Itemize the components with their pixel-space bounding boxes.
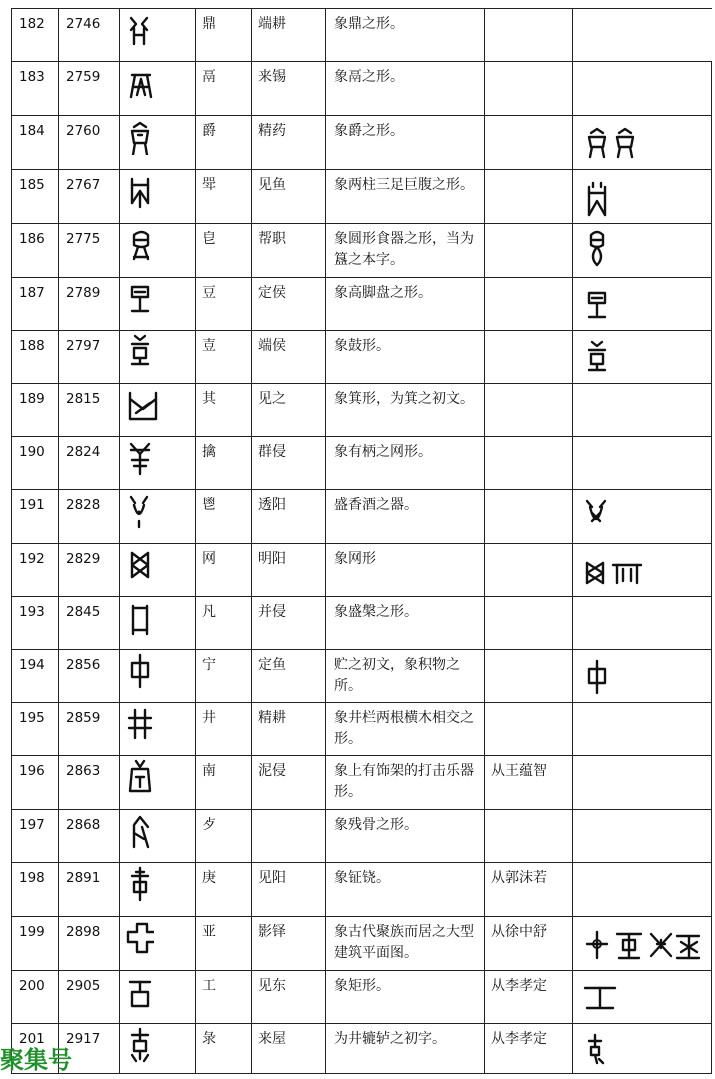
variant-glyph-icon <box>583 229 613 271</box>
character-table <box>11 8 712 1074</box>
explanation-text: 象井栏两根横木相交之形。 <box>326 703 485 756</box>
phonetic-category: 明阳 <box>252 544 326 597</box>
variant-glyphs-cell <box>573 544 712 597</box>
source-attribution <box>485 490 573 544</box>
table-row <box>12 863 712 917</box>
explanation-text: 象有柄之网形。 <box>326 437 485 490</box>
source-attribution <box>485 810 573 863</box>
modern-character: 擒 <box>196 437 252 490</box>
explanation-text: 象鼓形。 <box>326 331 485 384</box>
oracle-glyph-cell <box>120 116 196 170</box>
oracle-glyph-cell <box>120 971 196 1024</box>
oracle-glyph-icon <box>126 281 154 317</box>
explanation-text: 象古代聚族而居之大型建筑平面图。 <box>326 917 485 971</box>
source-attribution: 从王蕴智 <box>485 756 573 810</box>
variant-glyph-icon <box>583 287 613 323</box>
explanation-text: 象高脚盘之形。 <box>326 278 485 331</box>
row-number: 200 <box>12 971 59 1024</box>
row-number: 192 <box>12 544 59 597</box>
oracle-glyph-cell <box>120 62 196 116</box>
char-code: 2759 <box>59 62 120 116</box>
oracle-glyph-cell <box>120 810 196 863</box>
modern-character: 豆 <box>196 278 252 331</box>
phonetic-category: 见鱼 <box>252 170 326 224</box>
oracle-glyph-cell <box>120 863 196 917</box>
source-attribution <box>485 278 573 331</box>
modern-character: 斝 <box>196 170 252 224</box>
explanation-text: 象盛槃之形。 <box>326 597 485 650</box>
variant-glyphs-cell <box>573 597 712 650</box>
modern-character: 宁 <box>196 650 252 703</box>
source-attribution <box>485 650 573 703</box>
modern-character: 鬯 <box>196 490 252 544</box>
source-attribution <box>485 9 573 62</box>
table-row <box>12 278 712 331</box>
char-code: 2775 <box>59 224 120 278</box>
phonetic-category: 影铎 <box>252 917 326 971</box>
oracle-glyph-icon <box>126 866 154 902</box>
oracle-glyph-icon <box>126 227 154 263</box>
table-row <box>12 9 712 62</box>
explanation-text: 盛香酒之器。 <box>326 490 485 544</box>
char-code: 2917 <box>59 1024 120 1074</box>
oracle-glyph-icon <box>126 12 154 48</box>
oracle-glyph-icon <box>126 974 154 1010</box>
phonetic-category: 来屋 <box>252 1024 326 1074</box>
table-row <box>12 544 712 597</box>
phonetic-category: 见阳 <box>252 863 326 917</box>
variant-glyphs-cell <box>573 490 712 544</box>
variant-glyph-icon <box>583 555 647 589</box>
oracle-glyph-cell <box>120 224 196 278</box>
char-code: 2891 <box>59 863 120 917</box>
oracle-glyph-cell <box>120 490 196 544</box>
row-number: 188 <box>12 331 59 384</box>
source-attribution <box>485 544 573 597</box>
variant-glyphs-cell <box>573 1024 712 1074</box>
explanation-text: 象圆形食器之形，当为簋之本字。 <box>326 224 485 278</box>
phonetic-category: 泥侵 <box>252 756 326 810</box>
char-code: 2863 <box>59 756 120 810</box>
source-attribution: 从徐中舒 <box>485 917 573 971</box>
variant-glyphs-cell <box>573 278 712 331</box>
phonetic-category: 定侯 <box>252 278 326 331</box>
variant-glyphs-cell <box>573 863 712 917</box>
variant-glyphs-cell <box>573 384 712 437</box>
variant-glyph-icon <box>583 928 705 964</box>
row-number: 191 <box>12 490 59 544</box>
phonetic-category: 来锡 <box>252 62 326 116</box>
variant-glyph-icon <box>583 980 619 1014</box>
oracle-glyph-icon <box>126 547 154 583</box>
char-code: 2856 <box>59 650 120 703</box>
row-number: 184 <box>12 116 59 170</box>
table-row <box>12 384 712 437</box>
row-number: 185 <box>12 170 59 224</box>
variant-glyphs-cell <box>573 756 712 810</box>
variant-glyphs-cell <box>573 437 712 490</box>
variant-glyphs-cell <box>573 917 712 971</box>
table-row <box>12 810 712 863</box>
source-attribution <box>485 703 573 756</box>
phonetic-category: 并侵 <box>252 597 326 650</box>
table-row <box>12 62 712 116</box>
char-code: 2905 <box>59 971 120 1024</box>
oracle-glyph-icon <box>126 813 154 849</box>
source-attribution <box>485 597 573 650</box>
modern-character: 网 <box>196 544 252 597</box>
modern-character: 亚 <box>196 917 252 971</box>
row-number: 183 <box>12 62 59 116</box>
row-number: 197 <box>12 810 59 863</box>
char-code: 2829 <box>59 544 120 597</box>
row-number: 193 <box>12 597 59 650</box>
oracle-glyph-cell <box>120 703 196 756</box>
row-number: 194 <box>12 650 59 703</box>
modern-character: 歺 <box>196 810 252 863</box>
char-code: 2789 <box>59 278 120 331</box>
table-row <box>12 971 712 1024</box>
explanation-text: 贮之初文，象积物之所。 <box>326 650 485 703</box>
table-row <box>12 756 712 810</box>
variant-glyph-icon <box>583 659 613 695</box>
table-row <box>12 116 712 170</box>
oracle-glyph-icon <box>126 493 154 529</box>
variant-glyph-icon <box>583 497 611 535</box>
variant-glyphs-cell <box>573 9 712 62</box>
source-attribution <box>485 62 573 116</box>
oracle-glyph-cell <box>120 437 196 490</box>
oracle-glyph-icon <box>126 440 154 476</box>
oracle-glyph-icon <box>126 706 154 742</box>
modern-character: 庚 <box>196 863 252 917</box>
modern-character: 皀 <box>196 224 252 278</box>
phonetic-category: 透阳 <box>252 490 326 544</box>
row-number: 201 <box>12 1024 59 1074</box>
table-row <box>12 703 712 756</box>
modern-character: 工 <box>196 971 252 1024</box>
phonetic-category: 定鱼 <box>252 650 326 703</box>
table-row <box>12 224 712 278</box>
phonetic-category: 帮职 <box>252 224 326 278</box>
explanation-text: 象矩形。 <box>326 971 485 1024</box>
oracle-glyph-cell <box>120 278 196 331</box>
phonetic-category: 见之 <box>252 384 326 437</box>
variant-glyphs-cell <box>573 650 712 703</box>
row-number: 190 <box>12 437 59 490</box>
variant-glyphs-cell <box>573 703 712 756</box>
row-number: 199 <box>12 917 59 971</box>
oracle-glyph-cell <box>120 650 196 703</box>
char-code: 2824 <box>59 437 120 490</box>
row-number: 189 <box>12 384 59 437</box>
modern-character: 井 <box>196 703 252 756</box>
table-row <box>12 1024 712 1074</box>
explanation-text: 象网形 <box>326 544 485 597</box>
source-attribution <box>485 437 573 490</box>
variant-glyphs-cell <box>573 331 712 384</box>
oracle-glyph-icon <box>126 65 154 101</box>
modern-character: 南 <box>196 756 252 810</box>
char-code: 2815 <box>59 384 120 437</box>
variant-glyphs-cell <box>573 224 712 278</box>
row-number: 196 <box>12 756 59 810</box>
phonetic-category: 见东 <box>252 971 326 1024</box>
source-attribution: 从李孝定 <box>485 971 573 1024</box>
variant-glyphs-cell <box>573 170 712 224</box>
oracle-glyph-cell <box>120 1024 196 1074</box>
source-attribution: 从郭沫若 <box>485 863 573 917</box>
modern-character: 壴 <box>196 331 252 384</box>
phonetic-category: 端耕 <box>252 9 326 62</box>
watermark-logo: 聚集号 <box>0 1046 72 1074</box>
oracle-glyph-icon <box>126 1027 154 1063</box>
oracle-glyph-icon <box>126 920 154 956</box>
source-attribution <box>485 384 573 437</box>
source-attribution: 从李孝定 <box>485 1024 573 1074</box>
phonetic-category <box>252 810 326 863</box>
oracle-glyph-icon <box>126 759 154 795</box>
oracle-glyph-icon <box>126 119 154 155</box>
modern-character: 鬲 <box>196 62 252 116</box>
variant-glyph-icon <box>583 117 643 161</box>
oracle-glyph-cell <box>120 384 196 437</box>
table-row <box>12 917 712 971</box>
explanation-text: 象钲铙。 <box>326 863 485 917</box>
variant-glyphs-cell <box>573 62 712 116</box>
char-code: 2760 <box>59 116 120 170</box>
table-row <box>12 331 712 384</box>
explanation-text: 象鼎之形。 <box>326 9 485 62</box>
oracle-glyph-cell <box>120 756 196 810</box>
oracle-glyph-cell <box>120 170 196 224</box>
variant-glyph-icon <box>583 340 613 374</box>
row-number: 198 <box>12 863 59 917</box>
oracle-glyph-icon <box>126 653 154 689</box>
char-code: 2797 <box>59 331 120 384</box>
source-attribution <box>485 116 573 170</box>
table-row <box>12 170 712 224</box>
modern-character: 鼎 <box>196 9 252 62</box>
explanation-text: 象残骨之形。 <box>326 810 485 863</box>
phonetic-category: 端侯 <box>252 331 326 384</box>
oracle-glyph-icon <box>126 600 154 636</box>
oracle-glyph-cell <box>120 597 196 650</box>
oracle-glyph-icon <box>126 387 160 423</box>
explanation-text: 象两柱三足巨腹之形。 <box>326 170 485 224</box>
row-number: 187 <box>12 278 59 331</box>
source-attribution <box>485 170 573 224</box>
source-attribution <box>485 331 573 384</box>
phonetic-category: 精药 <box>252 116 326 170</box>
row-number: 182 <box>12 9 59 62</box>
row-number: 195 <box>12 703 59 756</box>
variant-glyphs-cell <box>573 971 712 1024</box>
oracle-glyph-cell <box>120 331 196 384</box>
oracle-glyph-icon <box>126 173 154 209</box>
source-attribution <box>485 224 573 278</box>
oracle-glyph-cell <box>120 9 196 62</box>
table-row <box>12 490 712 544</box>
char-code: 2859 <box>59 703 120 756</box>
modern-character: 爵 <box>196 116 252 170</box>
char-code: 2746 <box>59 9 120 62</box>
explanation-text: 象爵之形。 <box>326 116 485 170</box>
table-row <box>12 597 712 650</box>
explanation-text: 象箕形，为箕之初文。 <box>326 384 485 437</box>
char-code: 2767 <box>59 170 120 224</box>
variant-glyphs-cell <box>573 810 712 863</box>
modern-character: 凡 <box>196 597 252 650</box>
phonetic-category: 群侵 <box>252 437 326 490</box>
variant-glyphs-cell <box>573 116 712 170</box>
explanation-text: 象上有饰架的打击乐器形。 <box>326 756 485 810</box>
phonetic-category: 精耕 <box>252 703 326 756</box>
modern-character: 其 <box>196 384 252 437</box>
table-row <box>12 650 712 703</box>
table-row <box>12 437 712 490</box>
explanation-text: 为井辘轳之初字。 <box>326 1024 485 1074</box>
oracle-glyph-cell <box>120 917 196 971</box>
oracle-glyph-cell <box>120 544 196 597</box>
row-number: 186 <box>12 224 59 278</box>
char-code: 2868 <box>59 810 120 863</box>
modern-character: 彔 <box>196 1024 252 1074</box>
variant-glyph-icon <box>583 1033 609 1067</box>
char-code: 2828 <box>59 490 120 544</box>
variant-glyph-icon <box>583 179 613 221</box>
char-code: 2898 <box>59 917 120 971</box>
char-code: 2845 <box>59 597 120 650</box>
explanation-text: 象鬲之形。 <box>326 62 485 116</box>
oracle-glyph-icon <box>126 334 154 370</box>
